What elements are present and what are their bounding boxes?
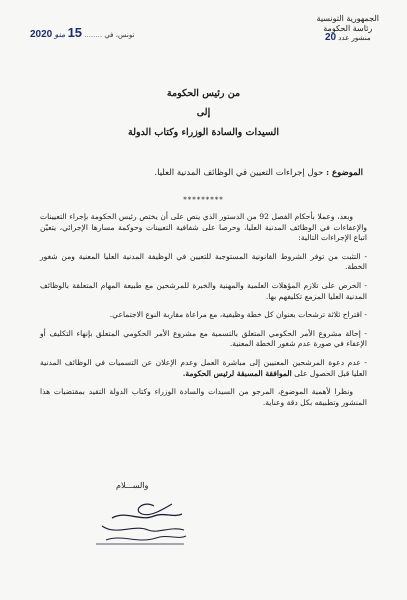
subject-text: حول إجراءات التعيين في الوظائف المدنية العليا. <box>154 168 324 178</box>
date-month: منو <box>54 30 66 39</box>
republic-name: الجمهورية التونسية <box>316 14 379 23</box>
handwritten-signature <box>92 496 188 548</box>
procedure-item: - إحالة مشروع الأمر الحكومي المتعلق بالتسمية مع مشروع الأمر الحكومي المتعلق بإنهاء التكليف أو الإعفاء في صورة عدم شغور الخطة المعنية. <box>40 328 367 349</box>
procedure-item-last <box>40 358 367 379</box>
date-day: 15 <box>67 25 83 40</box>
memo-number-line <box>317 33 379 44</box>
place-label: تونس، في <box>104 31 135 39</box>
procedure-item-text: - عدم دعوة المرشحين المعنيين إلى مباشرة العمل وعدم الإعلان عن التسميات في الوظائف المدنية العليا قبل الحصول على <box>40 357 367 378</box>
subject-label: الموضوع : <box>325 168 363 178</box>
subject-line <box>154 168 363 178</box>
approval-emphasis: الموافقة المسبقة لرئيس الحكومة. <box>182 368 292 378</box>
procedure-item: - الحرص على تلازم المؤهلات العلمية والمهنية والخبرة للمرشحين مع طبيعة المهام المتعلقة بالوظائف المدنية العليا المزمع تكليفهم بها. <box>40 280 367 301</box>
sender-line: من رئيس الحكومة <box>166 88 241 99</box>
signoff: والســـلام <box>116 481 149 490</box>
procedure-item: - التثبت من توفر الشروط القانونية المستوجبة للتعيين في الوظيفة المدنية العليا المعنية ومن شغور الخطة. <box>40 251 367 272</box>
separator: ********* <box>183 196 224 204</box>
issuing-authority <box>317 14 379 44</box>
date-dots: ........ <box>84 31 103 39</box>
procedure-item: - اقتراح ثلاثة ترشحات بعنوان كل خطة وظيفية، مع مراعاة مقاربة النوع الاجتماعي. <box>109 310 367 320</box>
circular-body <box>40 212 367 416</box>
memo-label: منشور عدد <box>338 34 371 42</box>
recipients-line: السيدات والسادة الوزراء وكتاب الدولة <box>127 127 279 138</box>
closing-paragraph: ونظرا لأهمية الموضوع، المرجو من السيدات والسادة الوزراء وكتاب الدولة التقيد بمقتضيات هذا المنشور وتطبيقه بكل دقة وعناية. <box>40 387 367 407</box>
date-year: 2020 <box>30 29 53 40</box>
intro-paragraph: وبعد، وعملا بأحكام الفصل 92 من الدستور الذي ينص على أن يختص رئيس الحكومة بإجراء التعيينات والإعفاءات في الوظائف المدنية العليا، وحرصا على شفافية التعيينات وحوكمة مسارها الإجرائي، يتعيّن اتباع الإجراءات التالية: <box>40 212 367 243</box>
to-line: إلى <box>196 107 211 118</box>
presidency-name: رئاسة الحكومة <box>323 23 373 33</box>
date-line <box>30 25 134 40</box>
memo-number: 20 <box>324 32 337 43</box>
